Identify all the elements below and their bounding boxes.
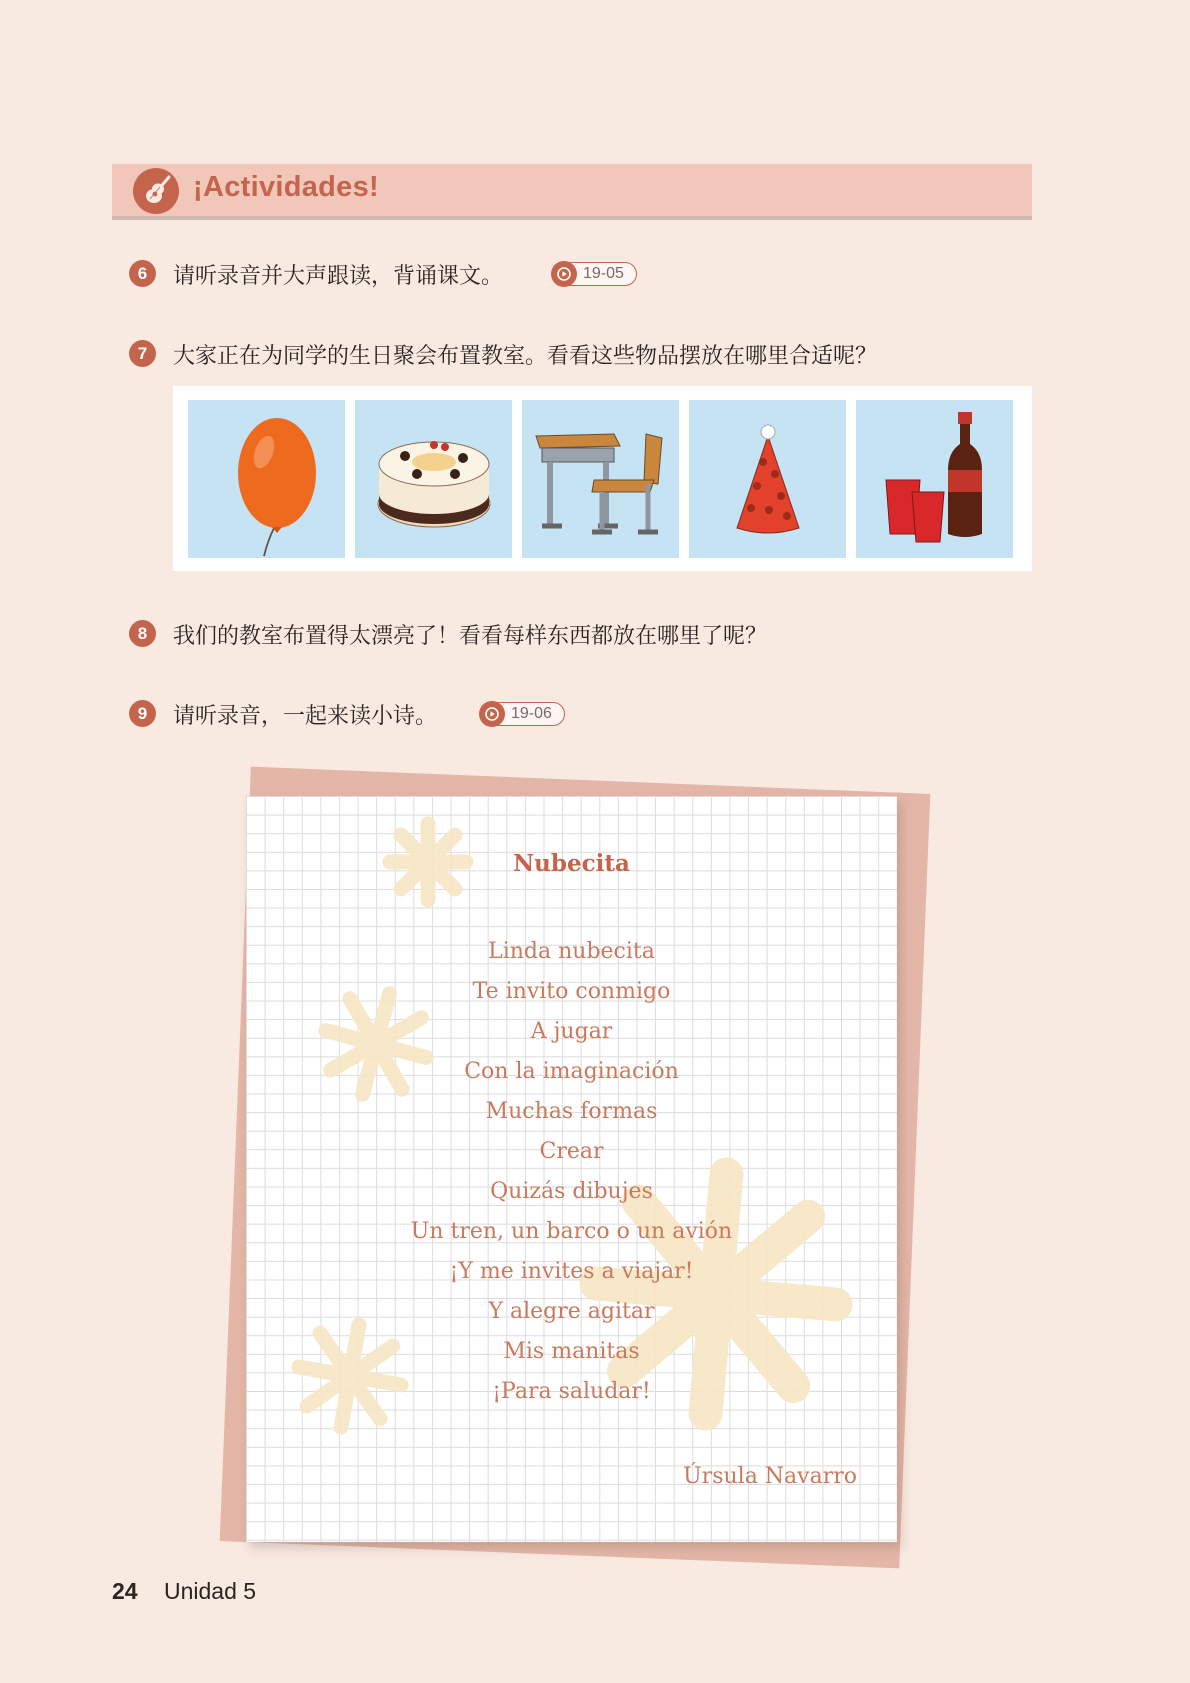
desk-chair-image [522,400,679,558]
activity-number-8: 8 [129,620,156,647]
poem-line: Y alegre agitar [488,1299,655,1324]
poem-line: Mis manitas [503,1339,640,1364]
audio-track-code: 19-05 [583,265,624,282]
activity-8-text: 我们的教室布置得太漂亮了！看看每样东西都放在哪里了呢？ [173,624,768,649]
poem-line: A jugar [530,1019,613,1044]
audio-button-19-05[interactable] [552,262,637,286]
activity-7-text: 大家正在为同学的生日聚会布置教室。看看这些物品摆放在哪里合适呢？ [173,344,878,369]
cake-image [355,400,512,558]
activity-number-6: 6 [129,260,156,287]
poem-line: Linda nubecita [488,939,655,964]
poem-line: ¡Y me invites a viajar! [449,1259,694,1284]
activity-number-9: 9 [129,700,156,727]
play-icon [479,701,505,727]
poem-title: Nubecita [513,850,630,877]
poem-line: Muchas formas [485,1099,658,1124]
poem-author: Úrsula Navarro [683,1464,857,1489]
unit-label: Unidad 5 [164,1578,257,1604]
poem-line: ¡Para saludar! [492,1379,651,1404]
poem-line: Quizás dibujes [490,1179,653,1204]
balloon-image [188,400,345,558]
activity-number-7: 7 [129,340,156,367]
activity-6-text: 请听录音并大声跟读，背诵课文。 [173,264,504,289]
drinks-image [856,400,1013,558]
audio-button-19-06[interactable] [480,702,565,726]
activity-9-text: 请听录音，一起来读小诗。 [173,704,438,729]
poem-line: Un tren, un barco o un avión [410,1219,733,1244]
party-hat-image [689,400,846,558]
poem-line: Te invito conmigo [472,979,671,1004]
poem-body [246,932,897,1412]
play-icon [551,261,577,287]
poem-line: Crear [539,1139,604,1164]
poem-line: Con la imaginación [464,1059,679,1084]
page-number: 24 [112,1578,138,1604]
section-title: ¡Actividades! [193,171,379,203]
poem-card [246,796,897,1542]
audio-track-code: 19-06 [511,705,552,722]
guitar-icon [133,168,179,214]
